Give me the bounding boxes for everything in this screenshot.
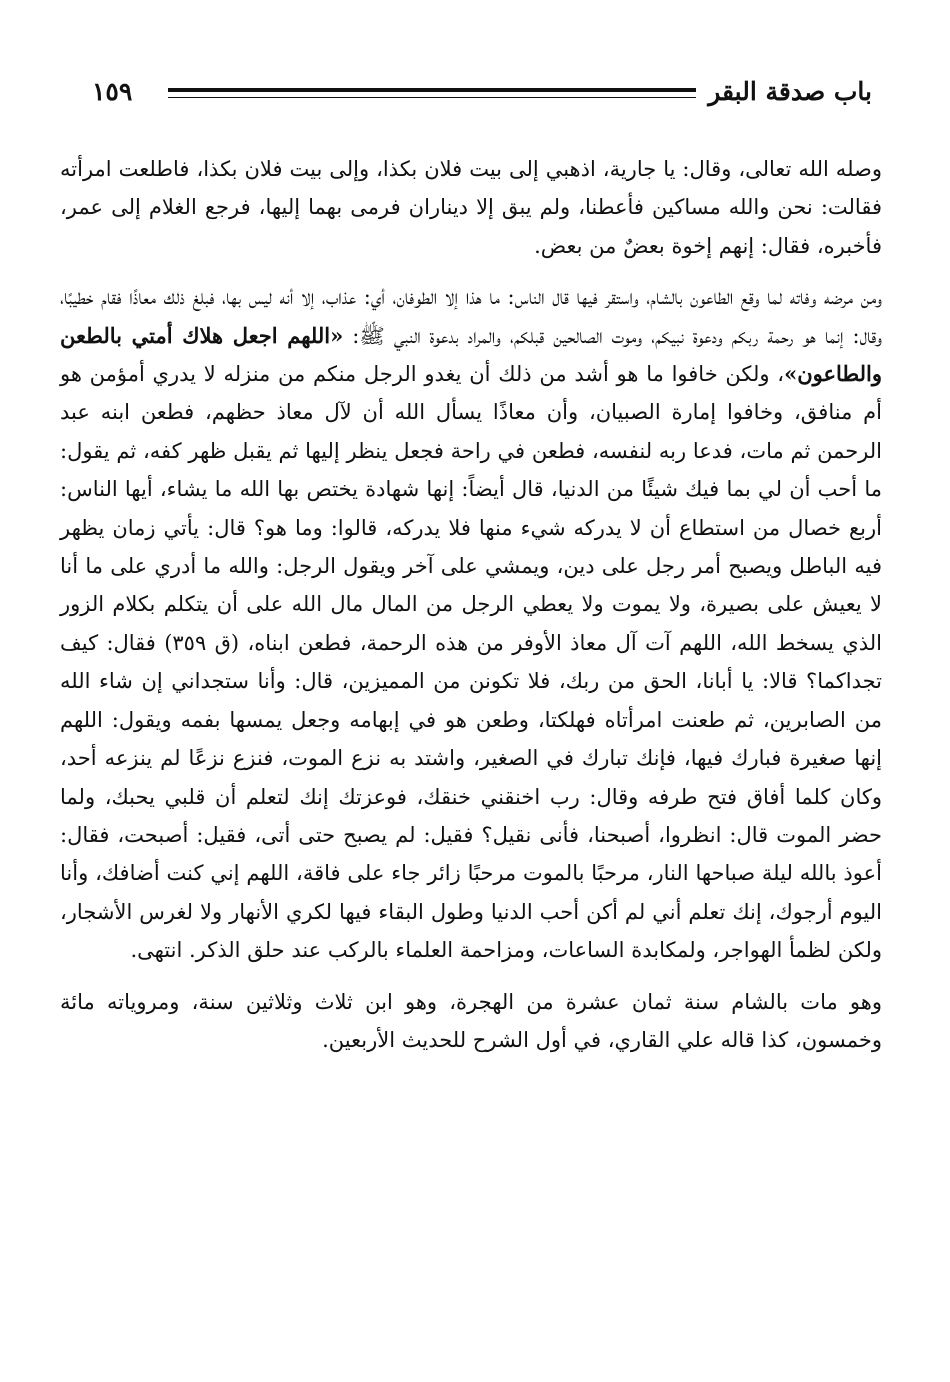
paragraph-2 — [60, 278, 882, 969]
chapter-title: باب صدقة البقر — [708, 77, 872, 106]
paragraph-1: وصله الله تعالى، وقال: يا جارية، اذهبي إلى بيت فلان بكذا، وإلى بيت فلان بكذا، فاطلعت امرأته فقالت: نحن والله مساكين فأعطنا، ولم يبق إلا ديناران فرمى بهما إليها، فرجع الغلام إلى عمر، فأخبره، فقال: إنهم إخوة بعضٌ من بعض. — [60, 157, 882, 258]
paragraph-2-intro: ومن مرضه وفاته لما وقع الطاعون بالشام، واستقر فيها قال الناس: ما هذا إلا الطوفان، أي: عذاب، إلا أنه ليس بها، فبلغ ذلك معاذًا فقام خطيبًا، وقال: إنما هو رحمة ربكم ودعوة نبيكم، وموت الصالحين قبلكم، والمراد بدعوة النبي ﷺ: — [60, 285, 883, 348]
paragraph-2-body: ، ولكن خافوا ما هو أشد من ذلك أن يغدو الرجل منكم من منزله لا يدري أمؤمن هو أم منافق، وخافوا إمارة الصبيان، وأن معاذًا يسأل الله أن لآل معاذ حظهم، فطعن ابنه عبد الرحمن ثم مات، فدعا ربه لنفسه، فطعن في راحة فجعل ينظر إليها ثم يقبل ظهر كفه، ثم يقول: ما أحب أن لي بما فيك شيئًا من الدنيا، قال أيضاً: إنها شهادة يختص بها الله ما يشاء، أيها الناس: أربع خصال من استطاع أن لا يدركه شيء منها فلا يدركه، قالوا: وما هو؟ قال: يأتي زمان يظهر فيه الباطل ويصبح أمر رجل على دين، ويمشي على آخر ويقول الرجل: والله ما أدري على ما أنا لا يعيش على بصيرة، ولا يموت ولا يعطي الرجل من المال مال الله على أن يتكلم بكلام الزور الذي يسخط الله، اللهم آت آل معاذ الأوفر من هذه الرحمة، فطعن ابناه، (ق ٣٥٩) فقال: كيف تجداكما؟ قالا: يا أبانا، الحق من ربك، فلا تكونن من المميزين، قال: وأنا ستجداني إن شاء الله من الصابرين، ثم طعنت امرأتاه فهلكتا، وطعن هو في إبهامه وجعل يمسها بفمه ويقول: اللهم إنها صغيرة فبارك فيها، فإنك تبارك في الصغير، واشتد به نزع الموت، فنزع نزعًا لم ينزعه أحد، وكان كلما أفاق فتح طرفه وقال: رب اخنقني خنقك، فوعزتك إنك لتعلم أن قلبي يحبك، ولما حضر الموت قال: انظروا، أصبحنا، فأنى نقيل؟ فقيل: لم يصبح حتى أتى، فقيل: أصبحت، فقال: أعوذ بالله ليلة صباحها النار، مرحبًا بالموت مرحبًا زائر جاء على فاقة، اللهم إني كنت أضافك، وأنا اليوم أرجوك، إنك تعلم أني لم أكن أحب الدنيا وطول البقاء فيها لكري الأنهار ولا لغرس الأشجار، ولكن لظمأ الهواجر، ولمكابدة الساعات، ومزاحمة العلماء بالركب عند حلق الذكر. انتهى. — [60, 362, 882, 963]
paragraph-3: وهو مات بالشام سنة ثمان عشرة من الهجرة، وهو ابن ثلاث وثلاثين سنة، ومروياته مائة وخمسون، كذا قاله علي القاري، في أول الشرح للحديث الأربعين. — [60, 989, 882, 1052]
body-text — [60, 150, 882, 1059]
running-header — [92, 72, 872, 122]
page-number: ١٥٩ — [92, 77, 133, 106]
header-rule-thin — [168, 97, 696, 98]
header-rule-thick — [168, 88, 696, 92]
hadith-quote: «اللهم اجعل هلاك أمتي بالطعن والطاعون» — [60, 322, 882, 387]
